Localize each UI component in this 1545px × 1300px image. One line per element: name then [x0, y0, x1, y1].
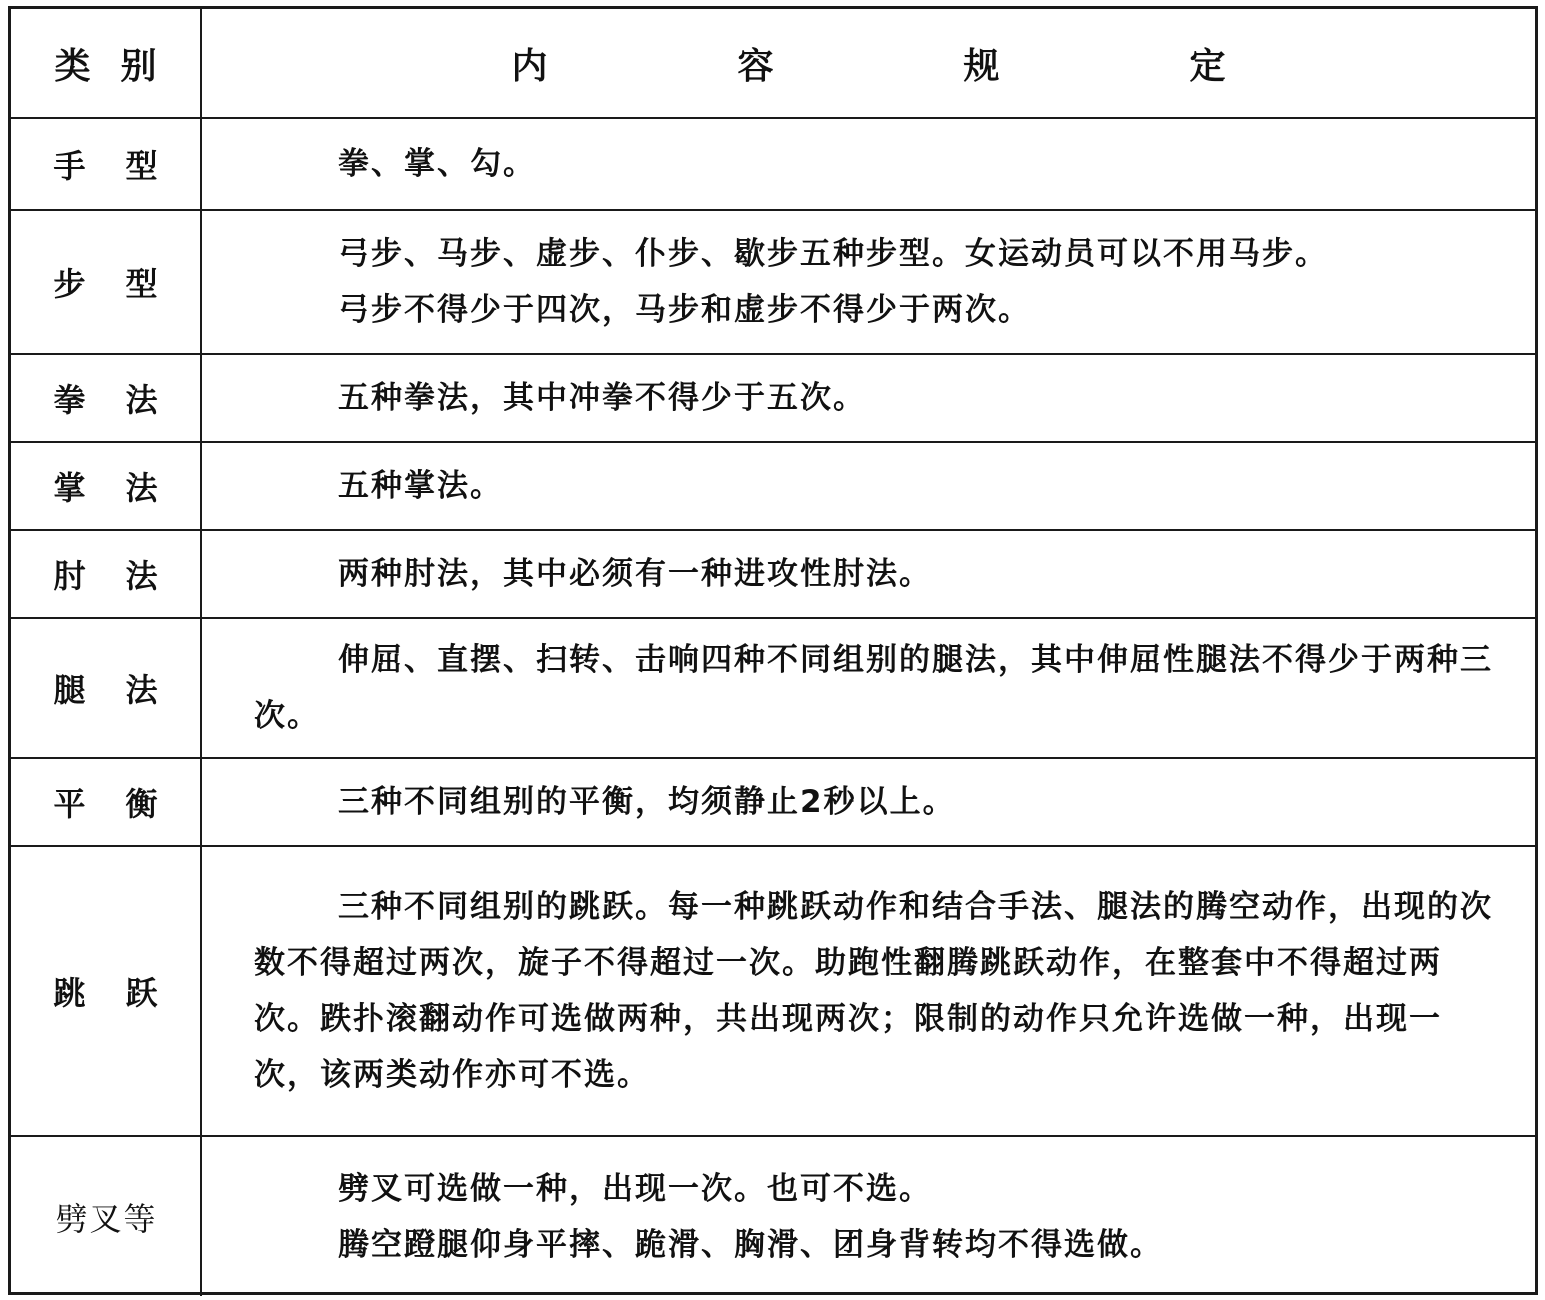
rules-table-frame: [8, 6, 1538, 1295]
row-content: [201, 530, 1535, 618]
content-line: 伸屈、直摆、扫转、击响四种不同组别的腿法，其中伸屈性腿法不得少于两种三次。: [254, 642, 1493, 734]
row-category: 拳法: [11, 354, 201, 442]
table-row: [11, 118, 1535, 210]
row-content: [201, 442, 1535, 530]
content-line: 弓步、马步、虚步、仆步、歇步五种步型。女运动员可以不用马步。: [338, 236, 1328, 272]
row-category: 步型: [11, 210, 201, 354]
row-category: 掌法: [11, 442, 201, 530]
table-row: [11, 1136, 1535, 1296]
table-row: [11, 618, 1535, 758]
row-category: 跳跃: [11, 846, 201, 1136]
row-content: [201, 354, 1535, 442]
row-category: 腿法: [11, 618, 201, 758]
table-row: [11, 846, 1535, 1136]
content-line: 拳、掌、勾。: [338, 146, 536, 182]
rules-table: [11, 9, 1535, 1296]
table-header-row: [11, 9, 1535, 118]
row-content: [201, 846, 1535, 1136]
row-content: [201, 758, 1535, 846]
header-category: 类别: [11, 9, 201, 118]
table-row: [11, 758, 1535, 846]
content-line: 三种不同组别的跳跃。每一种跳跃动作和结合手法、腿法的腾空动作，出现的次数不得超过两次，旋子不得超过一次。助跑性翻腾跳跃动作，在整套中不得超过两次。跌扑滚翻动作可选做两种，共出现两次；限制的动作只允许选做一种，出现一次，该两类动作亦可不选。: [254, 889, 1493, 1093]
content-line: 弓步不得少于四次，马步和虚步不得少于两次。: [338, 292, 1031, 328]
table-row: [11, 354, 1535, 442]
row-category: 手型: [11, 118, 201, 210]
row-category: 劈叉等: [11, 1136, 201, 1296]
row-content: [201, 210, 1535, 354]
content-line: 两种肘法，其中必须有一种进攻性肘法。: [338, 556, 932, 592]
row-content: [201, 618, 1535, 758]
table-row: [11, 210, 1535, 354]
content-line: 腾空蹬腿仰身平摔、跪滑、胸滑、团身背转均不得选做。: [338, 1226, 1163, 1263]
row-category: 平衡: [11, 758, 201, 846]
row-content: [201, 118, 1535, 210]
table-row: [11, 442, 1535, 530]
content-line: 劈叉可选做一种，出现一次。也可不选。: [338, 1170, 932, 1207]
row-content: [201, 1136, 1535, 1296]
header-content: 内容规定: [201, 9, 1535, 118]
content-line: 五种拳法，其中冲拳不得少于五次。: [338, 380, 866, 416]
row-category: 肘法: [11, 530, 201, 618]
table-row: [11, 530, 1535, 618]
content-line: 三种不同组别的平衡，均须静止2秒以上。: [338, 784, 956, 820]
content-line: 五种掌法。: [338, 468, 503, 504]
